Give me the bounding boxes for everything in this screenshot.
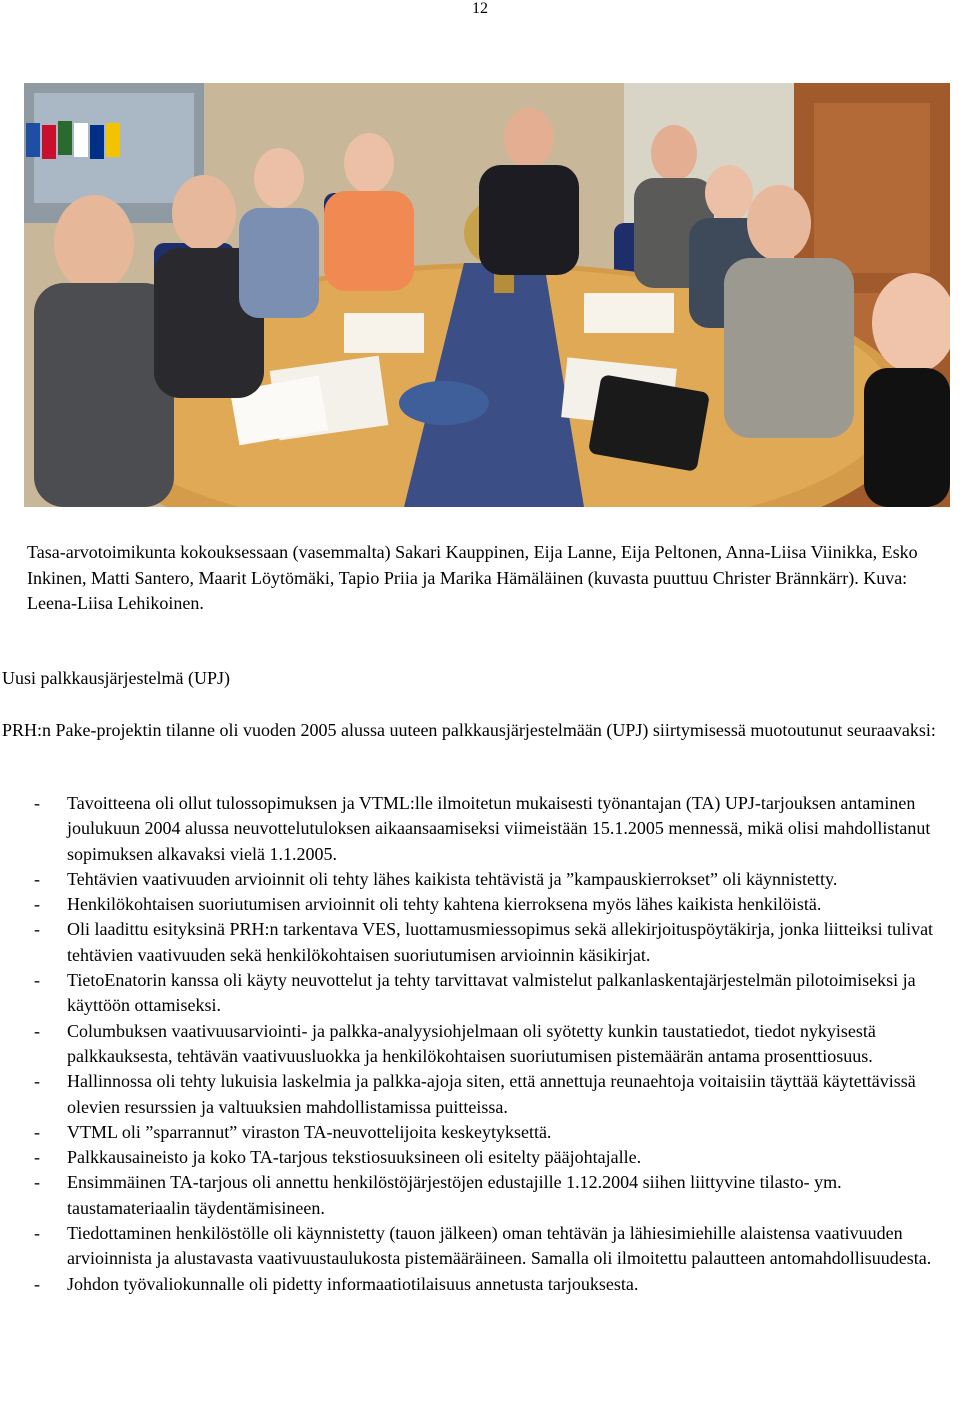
meeting-photo-icon xyxy=(24,83,950,507)
list-item-text: Tehtävien vaativuuden arvioinnit oli tehty lähes kaikista tehtävistä ja ”kampauskierrokset” oli käynnistetty. xyxy=(67,868,838,889)
list-item-text: Henkilökohtaisen suoriutumisen arvioinnit oli tehty kahtena kierroksena myös lähes kaikista henkilöistä. xyxy=(67,894,822,915)
list-item-text: TietoEnatorin kanssa oli käyty neuvottelut ja tehty tarvittavat valmistelut palkanlaskentajärjestelmän pilotoimiseksi ja käyttöön ottamiseksi. xyxy=(67,970,916,1016)
list-item-text: VTML oli ”sparrannut” viraston TA-neuvottelijoita keskeytyksettä. xyxy=(67,1121,552,1142)
bullet-marker: - xyxy=(34,894,40,915)
bullet-marker: - xyxy=(34,868,40,889)
list-item-text: Columbuksen vaativuusarviointi- ja palkka-analyysiohjelmaan oli syötetty kunkin taustatiedot, tiedot nykyisestä palkkauksesta, tehtävän vaativuusluokka ja henkilökohtaisen suoriutumisen pistemäärän antama prosenttiosuus. xyxy=(67,1020,876,1066)
bullet-marker: - xyxy=(34,1147,40,1168)
meeting-photo xyxy=(24,83,950,507)
list-item-text: Palkkausaineisto ja koko TA-tarjous tekstiosuuksineen oli esitelty pääjohtajalle. xyxy=(67,1147,642,1168)
list-item xyxy=(0,1145,960,1170)
page-number: 12 xyxy=(472,0,488,17)
section-intro: PRH:n Pake-projektin tilanne oli vuoden 2005 alussa uuteen palkkausjärjestelmään (UPJ) siirtymisessä muotoutunut seuraavaksi: xyxy=(2,720,936,740)
bullet-marker: - xyxy=(34,970,40,991)
list-item xyxy=(0,867,960,892)
list-item-text: Oli laadittu esityksinä PRH:n tarkentava VES, luottamusmiessopimus sekä allekirjoituspöytäkirja, jonka liitteiksi tulivat tehtävien vaativuuden sekä henkilökohtaisen suoriutumisen arvioinnin käsikirjat. xyxy=(67,919,934,965)
list-item-text: Hallinnossa oli tehty lukuisia laskelmia ja palkka-ajoja siten, että annettuja reunaehtoja voitaisiin täyttää käytettävissä olevien resurssien ja valtuuksien mahdollistamissa puitteissa. xyxy=(67,1071,916,1117)
list-item xyxy=(0,1272,960,1297)
list-item xyxy=(0,892,960,917)
list-item-text: Johdon työvaliokunnalle oli pidetty informaatiotilaisuus annetusta tarjouksesta. xyxy=(67,1273,639,1294)
bullet-marker: - xyxy=(34,1223,40,1244)
list-item xyxy=(0,1019,960,1070)
bullet-marker: - xyxy=(34,1071,40,1092)
list-item-text: Ensimmäinen TA-tarjous oli annettu henkilöstöjärjestöjen edustajille 1.12.2004 siihen liittyvine tilasto- ym. taustamateriaalin täydentämisineen. xyxy=(67,1172,842,1218)
bullet-marker: - xyxy=(34,1172,40,1193)
bullet-marker: - xyxy=(34,1121,40,1142)
list-item xyxy=(0,968,960,1019)
list-item xyxy=(0,917,960,968)
bullet-marker: - xyxy=(34,1273,40,1294)
bullet-marker: - xyxy=(34,793,40,813)
list-item xyxy=(0,1221,960,1272)
bullet-list xyxy=(0,791,960,1297)
bullet-marker: - xyxy=(34,1020,40,1041)
list-item xyxy=(0,1069,960,1120)
list-item-text: Tiedottaminen henkilöstölle oli käynnistetty (tauon jälkeen) oman tehtävän ja lähiesimiehille alaistensa vaativuuden arvioinnista ja alustavasta vaativuustaulukosta pistemääräineen. Samalla oli ilmoitettu palautteen antomahdollisuudesta. xyxy=(67,1223,932,1269)
list-item xyxy=(0,1120,960,1145)
photo-caption: Tasa-arvotoimikunta kokouksessaan (vasemmalta) Sakari Kauppinen, Eija Lanne, Eija Peltonen, Anna-Liisa Viinikka, Esko Inkinen, Matti Santero, Maarit Löytömäki, Tapio Priia ja Marika Hämäläinen (kuvasta puuttuu Christer Brännkärr). Kuva: Leena-Liisa Lehikoinen. xyxy=(27,542,918,613)
bullet-marker: - xyxy=(34,919,40,940)
list-item xyxy=(0,1170,960,1221)
list-item-text: Tavoitteena oli ollut tulossopimuksen ja VTML:lle ilmoitetun mukaisesti työnantajan (TA) UPJ-tarjouksen antaminen joulukuun 2004 alussa neuvottelutuloksen aikaansaamiseksi viimeistään 15.1.2005 mennessä, mikä olisi mahdollistanut sopimuksen alkavaksi vielä 1.1.2005. xyxy=(67,793,931,864)
list-item xyxy=(0,791,960,867)
section-heading: Uusi palkkausjärjestelmä (UPJ) xyxy=(2,668,230,688)
